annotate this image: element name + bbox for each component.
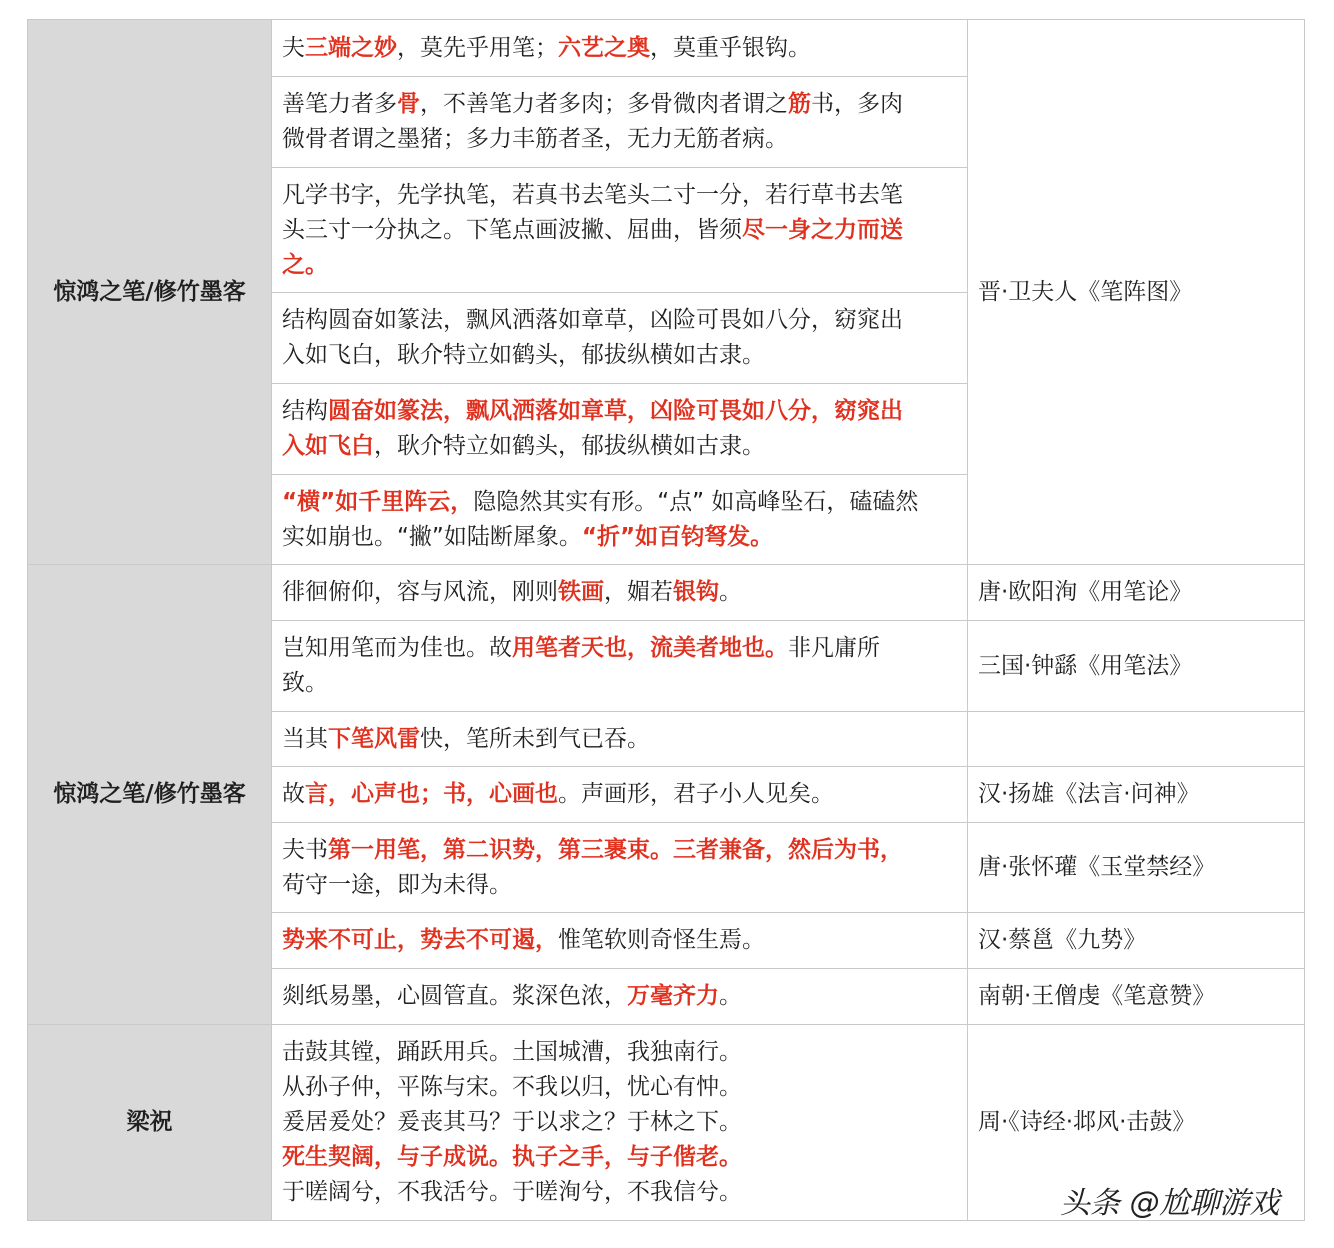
highlighted-text: 骨 [397,91,420,117]
highlighted-text: 银钩 [673,579,719,605]
quote-cell [272,475,968,565]
highlighted-text: 之。 [282,251,328,278]
category-cell: 惊鸿之笔/修竹墨客 [28,20,272,565]
highlighted-text: 三端之妙 [305,34,397,61]
category-cell: 梁祝 [28,1025,272,1221]
quote-line [282,777,957,812]
source-cell: 唐·张怀瓘《玉堂禁经》 [968,823,1305,913]
highlighted-text: 势来不可止，势去不可遏， [282,927,558,953]
quote-line [282,1070,957,1105]
quote-table [27,19,1305,1221]
quote-cell [272,913,968,969]
quote-text: 剡纸易墨，心圆管直。浆深色浓， [282,983,627,1009]
quote-line [282,1035,957,1070]
quote-text: 结构 [282,398,328,424]
highlighted-text: 用笔者天也，流美者地也。 [512,635,788,661]
quote-line [282,338,957,373]
quote-text: 头三寸一分执之。下笔点画波撇、屈曲，皆须 [282,216,742,243]
source-cell: 三国·钟繇《用笔法》 [968,621,1305,712]
source-cell: 周·《诗经·邶风·击鼓》 [968,1025,1305,1221]
quote-line [282,868,957,903]
quote-text: ，莫先乎用笔； [397,34,558,61]
highlighted-text: 入如飞白 [282,433,374,459]
quote-text: 入如飞白，耿介特立如鹤头，郁拔纵横如古隶。 [282,342,765,368]
highlighted-text: 铁画 [558,579,604,605]
highlighted-text: 第一用笔，第二识势，第三裹束。三者兼备，然后为书， [328,836,903,863]
quote-text: 。声画形，君子小人见矣。 [558,781,834,807]
highlighted-text: 下笔风雷 [328,725,420,752]
quote-cell [272,565,968,621]
highlighted-text: 万毫齐力 [627,983,719,1009]
quote-text: 快，笔所未到气已吞。 [420,725,650,752]
quote-line [282,1175,957,1210]
quote-text: 书，多肉 [811,91,903,117]
quote-cell [272,1025,968,1221]
quote-text: 徘徊俯仰，容与风流，刚则 [282,579,558,605]
quote-text: 。 [719,579,742,605]
highlighted-text: 六艺之奥 [558,34,650,61]
quote-line [282,429,957,464]
quote-line [282,1140,957,1175]
source-cell: 晋·卫夫人《笔阵图》 [968,20,1305,565]
quote-text: 凡学书字，先学执笔，若真书去笔头二寸一分，若行草书去笔 [282,181,903,208]
quote-text: 从孙子仲，平陈与宋。不我以归，忧心有忡。 [282,1074,742,1100]
quote-text: 致。 [282,670,328,696]
quote-line [282,631,957,666]
quote-text: 岂知用笔而为佳也。故 [282,635,512,661]
quote-cell [272,77,968,168]
source-cell: 汉·蔡邕《九势》 [968,913,1305,969]
category-cell: 惊鸿之笔/修竹墨客 [28,565,272,1025]
quote-line [282,666,957,701]
quote-text: 故 [282,781,305,807]
quote-text: 。 [719,983,742,1009]
quote-text: ，莫重乎银钩。 [650,34,811,61]
quote-text: 善笔力者多 [282,91,397,117]
quote-line [282,394,957,429]
quote-text: 击鼓其镗，踊跃用兵。土国城漕，我独南行。 [282,1039,742,1065]
highlighted-text: 尽一身之力而送 [742,216,903,243]
quote-line [282,575,957,610]
quote-text: 实如崩也。“撇”如陆断犀象。 [282,523,582,550]
quote-line [282,520,957,555]
source-cell: 南朝·王僧虔《笔意赞》 [968,969,1305,1025]
quote-text: 结构圆奋如篆法，飘风洒落如章草，凶险可畏如八分，窈窕出 [282,307,903,333]
quote-text: 惟笔软则奇怪生焉。 [558,927,765,953]
quote-cell [272,20,968,77]
highlighted-text: 筋 [788,91,811,117]
quote-line [282,979,957,1014]
quote-cell [272,823,968,913]
quote-line [282,303,957,338]
quote-line [282,923,957,958]
quote-text: ，不善笔力者多肉；多骨微肉者谓之 [420,91,788,117]
quote-cell [272,969,968,1025]
quote-text: ，耿介特立如鹤头，郁拔纵横如古隶。 [374,433,765,459]
highlighted-text: 圆奋如篆法，飘风洒落如章草，凶险可畏如八分，窈窕出 [328,398,903,424]
quote-line [282,833,957,868]
quote-text: ，媚若 [604,579,673,605]
quote-line [282,213,957,248]
source-cell [968,712,1305,767]
quote-line [282,178,957,213]
quote-cell [272,384,968,475]
highlighted-text: 言，心声也；书，心画也 [305,781,558,807]
quote-cell [272,293,968,384]
quote-cell [272,168,968,293]
quote-text: 隐隐然其实有形。“点” 如高峰坠石，磕磕然 [473,488,919,515]
quote-text: 夫 [282,34,305,61]
quote-text: 爰居爰处？爰丧其马？于以求之？于林之下。 [282,1109,742,1135]
source-cell: 汉·扬雄《法言·问神》 [968,767,1305,823]
quote-line [282,722,957,757]
quote-line [282,485,957,520]
highlighted-text: 死生契阔，与子成说。执子之手，与子偕老。 [282,1144,742,1170]
watermark: 头条 @尬聊游戏 [1060,1186,1280,1221]
quote-line [282,248,957,283]
quote-text: 夫书 [282,836,328,863]
quote-text: 非凡庸所 [788,635,880,661]
highlighted-text: “横”如千里阵云， [282,488,474,515]
quote-line [282,87,957,122]
quote-text: 当其 [282,725,328,752]
quote-cell [272,621,968,712]
quote-line [282,1105,957,1140]
quote-line [282,31,957,66]
quote-cell [272,767,968,823]
quote-text: 微骨者谓之墨猪；多力丰筋者圣，无力无筋者病。 [282,126,788,152]
highlighted-text: “折”如百钧弩发。 [581,523,774,550]
quote-text: 于嗟阔兮，不我活兮。于嗟洵兮，不我信兮。 [282,1179,742,1205]
quote-cell [272,712,968,767]
quote-line [282,122,957,157]
quote-text: 苟守一途，即为未得。 [282,871,512,898]
source-cell: 唐·欧阳洵《用笔论》 [968,565,1305,621]
